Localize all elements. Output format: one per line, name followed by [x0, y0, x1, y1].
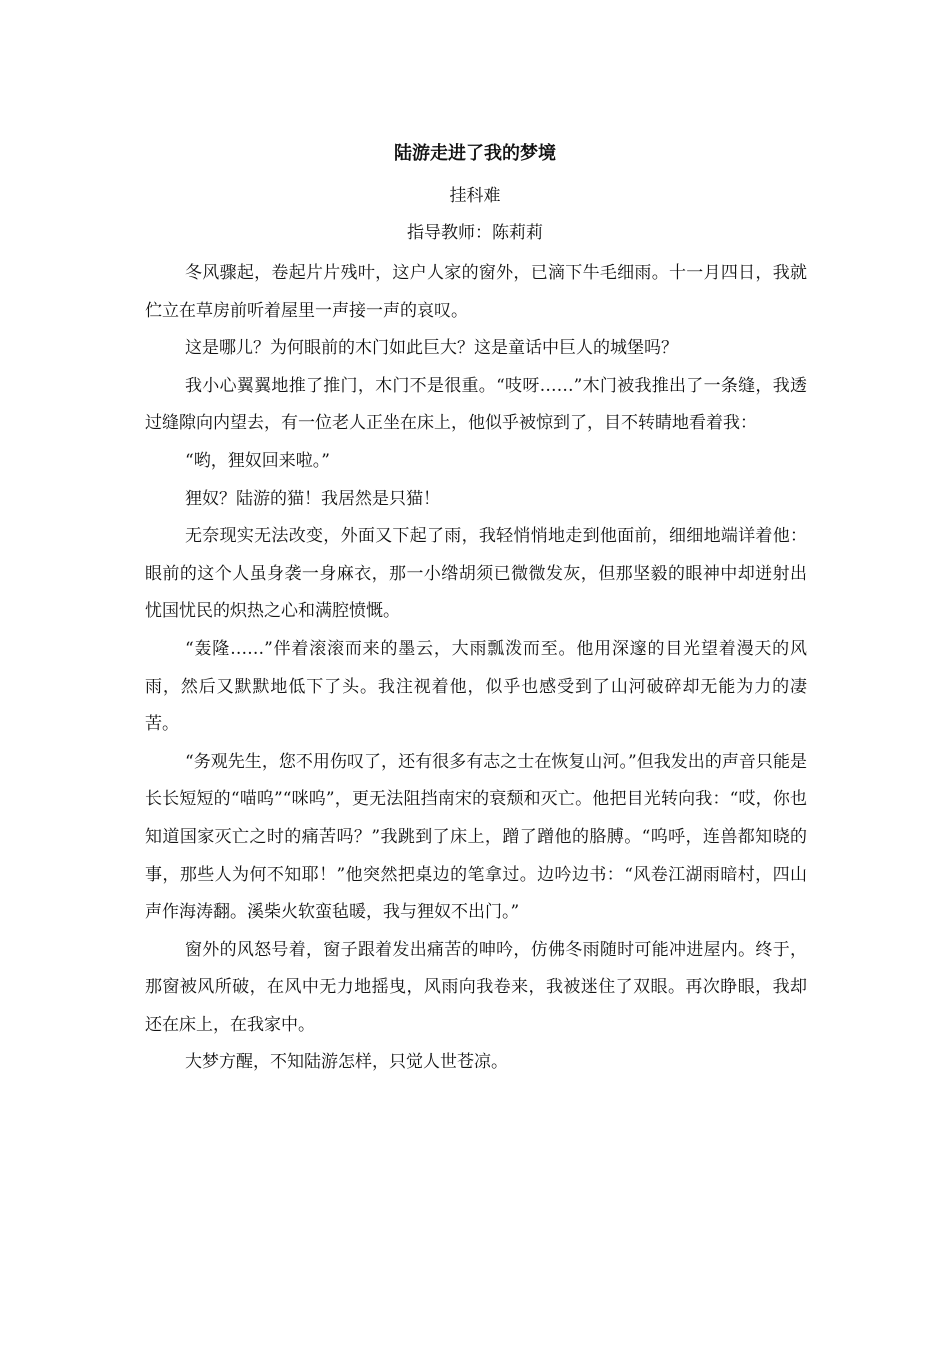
- paragraph: 狸奴？陆游的猫！我居然是只猫！: [185, 488, 440, 509]
- paragraph: “轰隆……”伴着滚滚而来的墨云，大雨瓢泼而至。他用深邃的目光望着漫天的风雨，然后又默默地低下了头。我注视着他，似乎也感受到了山河破碎却无能为力的凄苦。: [145, 638, 807, 735]
- paragraph: 窗外的风怒号着，窗子跟着发出痛苦的呻吟，仿佛冬雨随时可能冲进屋内。终于，那窗被风所破，在风中无力地摇曳，风雨向我卷来，我被迷住了双眼。再次睁眼，我却还在床上，在我家中。: [145, 939, 807, 1035]
- essay-body: [145, 255, 807, 1082]
- paragraph: 大梦方醒，不知陆游怎样，只觉人世苍凉。: [185, 1052, 508, 1073]
- paragraph: 无奈现实无法改变，外面又下起了雨，我轻悄悄地走到他面前，细细地端详着他：眼前的这个人虽身袭一身麻衣，那一小绺胡须已微微发灰，但那坚毅的眼神中却迸射出忧国忧民的炽热之心和满腔愤慨。: [145, 526, 807, 622]
- paragraph: 我小心翼翼地推了推门，木门不是很重。“吱呀……”木门被我推出了一条缝，我透过缝隙向内望去，有一位老人正坐在床上，他似乎被惊到了，目不转睛地看着我：: [145, 375, 807, 434]
- paragraph: “哟，狸奴回来啦。”: [185, 450, 330, 471]
- instructor-line: 指导教师：陈莉莉: [407, 223, 543, 243]
- essay-title: 陆游走进了我的梦境: [394, 143, 556, 164]
- paragraph: 冬风骤起，卷起片片残叶，这户人家的窗外，已滴下牛毛细雨。十一月四日，我就伫立在草房前听着屋里一声接一声的哀叹。: [145, 263, 807, 321]
- paragraph: “务观先生，您不用伤叹了，还有很多有志之士在恢复山河。”但我发出的声音只能是长长短短的“喵呜”“咪呜”，更无法阻挡南宋的衰颓和灭亡。他把目光转向我：“哎，你也知道国家灭亡之时的痛苦吗？”我跳到了床上，蹭了蹭他的胳膊。“呜呼，连兽都知晓的事，那些人为何不知耶！”他突然把桌边的笔拿过。边吟边书：“风卷江湖雨暗村，四山声作海涛翻。溪柴火软蛮毡暖，我与狸奴不出门。”: [145, 751, 807, 923]
- paragraph: 这是哪儿？为何眼前的木门如此巨大？这是童话中巨人的城堡吗？: [185, 338, 678, 359]
- author-name: 挂科难: [449, 186, 501, 206]
